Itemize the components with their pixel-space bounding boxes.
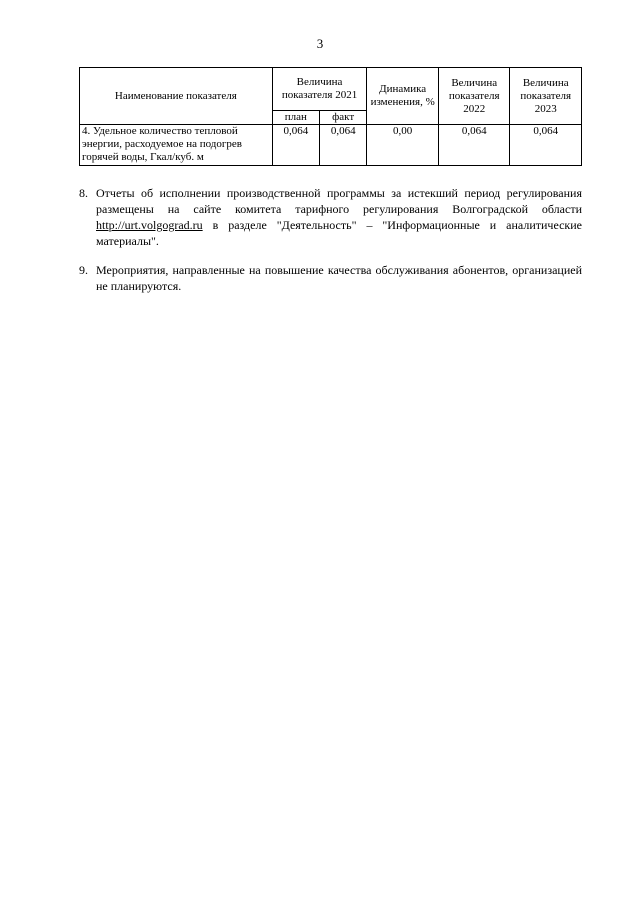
header-value-2021: Величина показателя 2021 (272, 68, 367, 111)
cell-value-2023: 0,064 (510, 125, 582, 166)
cell-fact: 0,064 (320, 125, 367, 166)
header-fact: факт (320, 111, 367, 125)
paragraph-8-body (79, 185, 582, 249)
paragraph-9-text: Мероприятия, направленные на повышение качества обслуживания абонентов, организацией не планируются. (96, 263, 582, 293)
indicators-table (79, 67, 582, 166)
cell-dynamics: 0,00 (367, 125, 439, 166)
cell-value-2022: 0,064 (438, 125, 509, 166)
header-indicator-name: Наименование показателя (80, 68, 273, 125)
header-value-2022: Величина показателя 2022 (438, 68, 509, 125)
cell-plan: 0,064 (272, 125, 319, 166)
table-header-row (80, 68, 582, 111)
paragraph-8-text-before: Отчеты об исполнении производственной программы за истекший период регулирования размещены на сайте комитета тарифного регулирования Волгоградской области (96, 186, 582, 216)
paragraph-9 (79, 262, 582, 294)
cell-indicator-name: 4. Удельное количество тепловой энергии, расходуемое на подогрев горячей воды, Гкал/куб. м (80, 125, 273, 166)
paragraph-8 (79, 185, 582, 249)
paragraph-9-number: 9. (79, 263, 88, 277)
header-plan: план (272, 111, 319, 125)
paragraph-8-number: 8. (79, 186, 88, 200)
website-link[interactable]: http://urt.volgograd.ru (96, 218, 203, 232)
page-number: 3 (316, 36, 324, 51)
header-dynamics: Динамика изменения, % (367, 68, 439, 125)
table-row (80, 125, 582, 166)
header-value-2023: Величина показателя 2023 (510, 68, 582, 125)
paragraph-8-text-after: в разделе "Деятельность" – "Информационные и аналитические материалы". (96, 218, 582, 248)
